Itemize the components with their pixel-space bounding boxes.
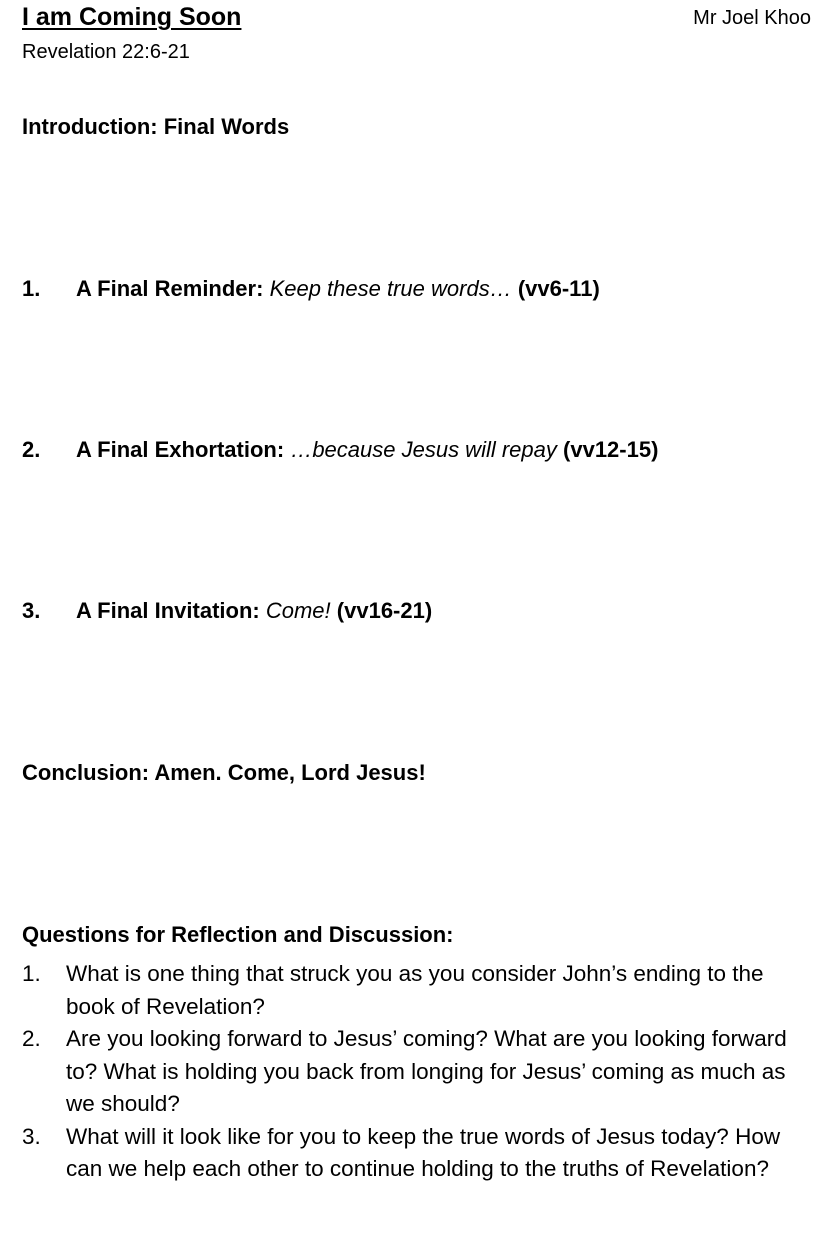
question-item: [22, 958, 812, 1023]
point-italic-phrase: …because Jesus will repay: [290, 437, 557, 462]
question-number: 2.: [22, 1026, 41, 1051]
question-item: [22, 1023, 812, 1121]
scripture-passage: Revelation 22:6-21: [22, 41, 190, 63]
question-number: 1.: [22, 961, 41, 986]
question-text: What will it look like for you to keep the true words of Jesus today? How can we help each other to continue holding to the truths of Revelation?: [66, 1123, 781, 1181]
point-label: A Final Exhortation:: [76, 437, 285, 462]
point-3: [22, 598, 432, 624]
point-number: 2.: [22, 437, 41, 462]
point-1: [22, 276, 600, 302]
question-item: [22, 1121, 812, 1186]
question-text: Are you looking forward to Jesus’ coming? What are you looking forward to? What is holding you back from longing for Jesus’ coming as much as we should?: [66, 1026, 787, 1116]
point-number: 3.: [22, 598, 41, 623]
question-number: 3.: [22, 1123, 41, 1149]
questions-list: [22, 958, 812, 1186]
point-2: [22, 437, 658, 463]
point-number: 1.: [22, 276, 41, 301]
speaker-name: Mr Joel Khoo: [693, 7, 811, 29]
point-reference: (vv6-11): [517, 276, 600, 301]
point-label: A Final Reminder:: [76, 276, 264, 301]
conclusion-heading: Conclusion: Amen. Come, Lord Jesus!: [22, 760, 426, 785]
point-italic-phrase: Come!: [265, 598, 331, 623]
questions-heading: Questions for Reflection and Discussion:: [22, 922, 454, 947]
point-italic-phrase: Keep these true words…: [269, 276, 512, 301]
question-text: What is one thing that struck you as you consider John’s ending to the book of Revelation?: [66, 961, 764, 1019]
point-label: A Final Invitation:: [76, 598, 260, 623]
introduction-heading: Introduction: Final Words: [22, 114, 290, 139]
sermon-title: I am Coming Soon: [22, 3, 242, 31]
point-reference: (vv12-15): [563, 437, 659, 462]
point-reference: (vv16-21): [336, 598, 433, 623]
